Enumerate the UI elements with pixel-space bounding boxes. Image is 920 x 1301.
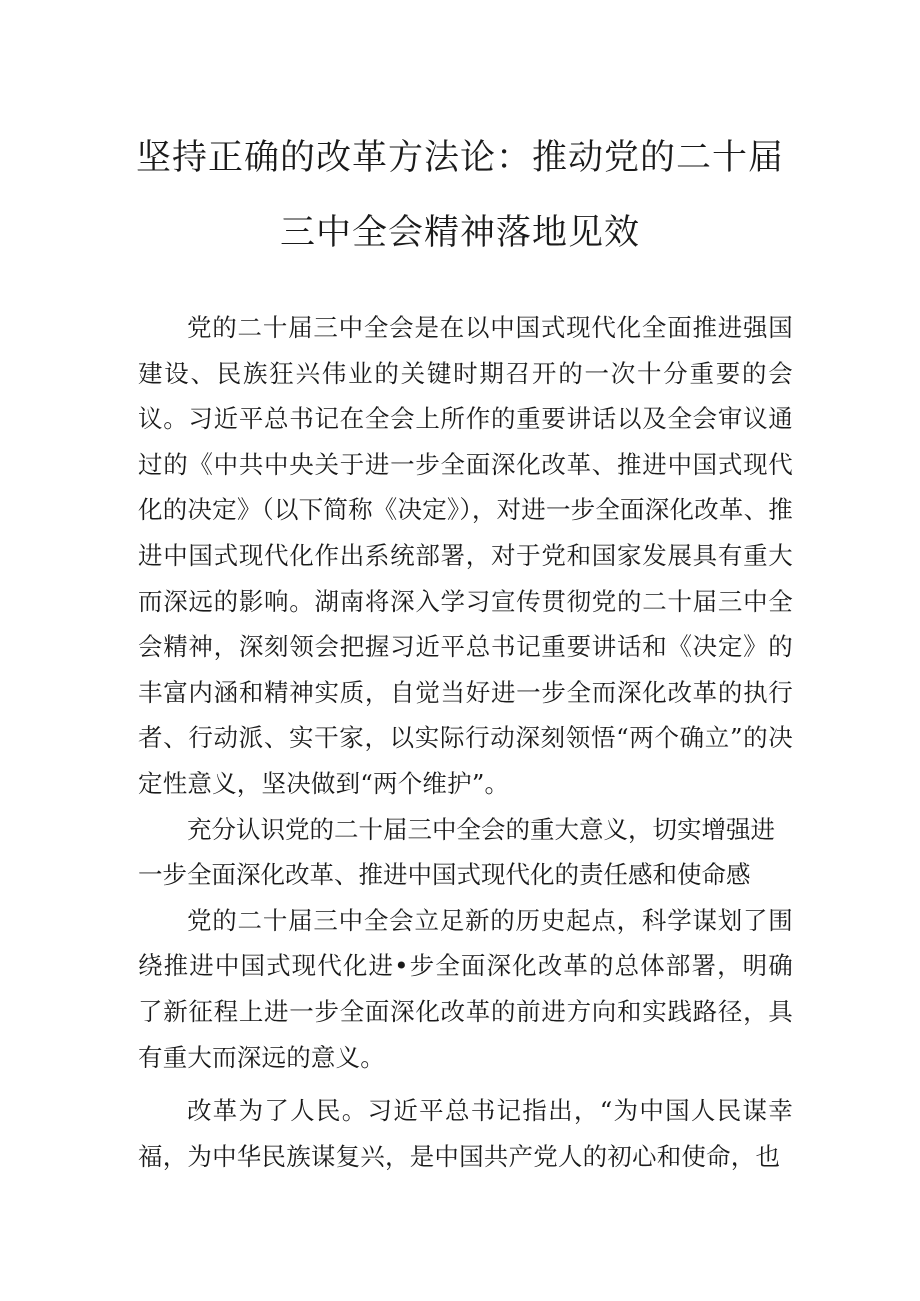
document-title-line-2: 三中全会精神落地见效: [279, 213, 640, 253]
paragraph-gap: [138, 1080, 793, 1088]
document-title-line-1: 坚持正确的改革方法论：推动党的二十届: [135, 138, 784, 178]
section-heading: 充分认识党的二十届三中全会的重大意义，切实增强进一步全面深化改革、推进中国式现代化的责任感和使命感: [138, 814, 775, 890]
body-paragraph-3: 改革为了人民。习近平总书记指出，“为中国人民谋幸福，为中华民族谋复兴，是中国共产党人的初心和使命，也: [138, 1096, 793, 1171]
body-paragraph-2: 党的二十届三中全会立足新的历史起点，科学谋划了围绕推进中国式现代化进•步全面深化改革的总体部署，明确了新征程上进一步全面深化改革的前进方向和实践路径，具有重大而深远的意义。: [138, 905, 793, 1072]
document-body: [138, 305, 793, 1179]
body-paragraph-1: 党的二十届三中全会是在以中国式现代化全面推进强国建设、民族狂兴伟业的关键时期召开的一次十分重要的会议。习近平总书记在全会上所作的重要讲话以及全会审议通过的《中共中央关于进一步全面深化改革、推进中国式现代化的决定》（以下简称《决定》），对进一步全面深化改革、推进中国式现代化作出系统部署，对于党和国家发展具有重大而深远的影响。湖南将深入学习宣传贯彻党的二十届三中全会精神，深刻领会把握习近平总书记重要讲话和《决定》的丰富内涵和精神实质，自觉当好进一步全而深化改革的执行者、行动派、实干家，以实际行动深刻领悟“两个确立”的决定性意义，坚决做到“两个维护”。: [138, 313, 793, 798]
